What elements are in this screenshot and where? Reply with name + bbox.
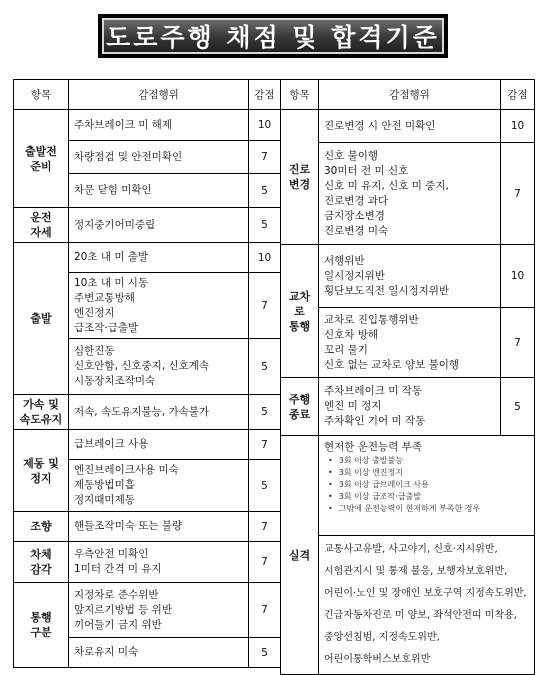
- fail-item: 긴급자동차진로 미 양보, 좌석안전띠 미착용,: [324, 610, 517, 621]
- left-scoring-table: [13, 79, 281, 668]
- action-cell: 주차브레이크 미 작동 엔진 미 정지 주차확인 기어 미 작동: [319, 378, 501, 436]
- header-points: 감점: [501, 80, 535, 110]
- header-item: 항목: [281, 80, 319, 110]
- points-cell: 7: [249, 141, 281, 174]
- action-cell: 주차브레이크 미 해제: [69, 110, 249, 141]
- action-cell: 저속, 속도유지불능, 가속불가: [69, 395, 249, 430]
- header-points: 감점: [249, 80, 281, 110]
- table-row: [14, 395, 281, 430]
- points-cell: 7: [501, 143, 535, 245]
- fail-item: 시험관지시 및 통제 불응, 보행자보호위반,: [324, 566, 508, 577]
- table-row: [14, 542, 281, 583]
- category-cell: 진로 변경: [281, 110, 319, 245]
- points-cell: 7: [249, 583, 281, 638]
- action-cell: 차문 닫힘 미확인: [69, 174, 249, 208]
- category-cell: 출발: [14, 243, 69, 395]
- action-cell: 20초 내 미 출발: [69, 243, 249, 273]
- points-cell: 10: [501, 245, 535, 308]
- right-scoring-table: [280, 79, 535, 675]
- table-row: [281, 245, 535, 308]
- category-cell: 가속 및 속도유지: [14, 395, 69, 430]
- fail-item: 어린이·노인 및 장애인 보호구역 지정속도위반,: [324, 588, 527, 599]
- fail-item: 중앙선침범, 지정속도위반,: [324, 632, 440, 643]
- action-cell: 10초 내 미 시동 주변교통방해 엔진정지 급조작·급출발: [69, 273, 249, 339]
- fail-heading: 현저한 운전능력 부족: [324, 441, 422, 453]
- action-cell: 교차로 진입통행위반 신호차 방해 꼬리 물기 신호 없는 교차로 양보 불이행: [319, 308, 501, 378]
- points-cell: 10: [249, 243, 281, 273]
- action-cell: 정지중기어미중립: [69, 208, 249, 243]
- points-cell: 7: [249, 542, 281, 583]
- points-cell: 7: [249, 273, 281, 339]
- table-row: [14, 512, 281, 542]
- header-action: 감점행위: [69, 80, 249, 110]
- category-cell: 주행 종료: [281, 378, 319, 436]
- table-row: [14, 110, 281, 141]
- points-cell: 5: [249, 174, 281, 208]
- category-cell: 교차 로 통행: [281, 245, 319, 378]
- fail-bullet: • 3회 이상 급조작·급출발: [324, 491, 529, 503]
- points-cell: 10: [501, 110, 535, 143]
- points-cell: 10: [249, 110, 281, 141]
- category-cell: 통행 구분: [14, 583, 69, 668]
- table-row: [14, 583, 281, 638]
- points-cell: 5: [501, 378, 535, 436]
- action-cell: 심한진동 신호안함, 신호중지, 신호계속 시동장치조작미숙: [69, 339, 249, 395]
- header-row: [14, 80, 281, 110]
- category-cell: 출발전 준비: [14, 110, 69, 208]
- title-banner-inner: [102, 18, 444, 54]
- action-cell: 우측안전 미확인 1미터 간격 미 유지: [69, 542, 249, 583]
- action-cell: 지정차로 준수위반 앞지르기방법 등 위반 끼어들기 금지 위반: [69, 583, 249, 638]
- table-row: [14, 243, 281, 273]
- title-banner: [98, 14, 448, 58]
- fail-bullet: • 3회 이상 엔진정지: [324, 467, 529, 479]
- fail-bullet: • 3회 이상 급브레이크 사용: [324, 479, 529, 491]
- header-row: [281, 80, 535, 110]
- points-cell: 7: [501, 308, 535, 378]
- action-cell: 신호 불이행 30미터 전 미 신호 신호 미 유지, 신호 미 중지, 진로변경 과다 금지장소변경 진로변경 미숙: [319, 143, 501, 245]
- action-cell: 차로유지 미숙: [69, 638, 249, 668]
- action-cell: 서행위반 일시정지위반 횡단보도직전 일시정지위반: [319, 245, 501, 308]
- category-cell: 실격: [281, 436, 319, 675]
- category-cell: 조향: [14, 512, 69, 542]
- action-cell: 엔진브레이크사용 미숙 제동방법미흡 정지때미제동: [69, 460, 249, 512]
- category-cell: 운전 자세: [14, 208, 69, 243]
- fail-item: 어린이통학버스보호위반: [324, 654, 431, 665]
- header-action: 감점행위: [319, 80, 501, 110]
- table-row: [281, 308, 535, 378]
- table-row: [14, 208, 281, 243]
- points-cell: 5: [249, 208, 281, 243]
- points-cell: 7: [249, 512, 281, 542]
- fail-bullet: • 그밖에 운전능력이 현저하게 부족한 경우: [324, 503, 529, 515]
- page-title: 도로주행 채점 및 합격기준: [106, 23, 440, 52]
- points-cell: 5: [249, 395, 281, 430]
- fail-item: 교통사고유발, 사고야기, 신호·지시위반,: [324, 544, 498, 555]
- action-cell: 차량점검 및 안전미확인: [69, 141, 249, 174]
- fail-criteria-cell: [319, 436, 535, 536]
- table-row: [281, 436, 535, 536]
- table-row: [281, 378, 535, 436]
- category-cell: 차체 감각: [14, 542, 69, 583]
- action-cell: 급브레이크 사용: [69, 430, 249, 460]
- points-cell: 5: [249, 638, 281, 668]
- fail-bullet: • 3회 이상 출발불능: [324, 455, 529, 467]
- category-cell: 제동 및 정지: [14, 430, 69, 512]
- fail-items-cell: [319, 536, 535, 675]
- header-item: 항목: [14, 80, 69, 110]
- points-cell: 5: [249, 460, 281, 512]
- points-cell: 7: [249, 430, 281, 460]
- table-row: [281, 536, 535, 675]
- table-row: [14, 430, 281, 460]
- action-cell: 핸들조작미숙 또는 불량: [69, 512, 249, 542]
- action-cell: 진로변경 시 안전 미확인: [319, 110, 501, 143]
- points-cell: 5: [249, 339, 281, 395]
- table-row: [281, 143, 535, 245]
- table-row: [281, 110, 535, 143]
